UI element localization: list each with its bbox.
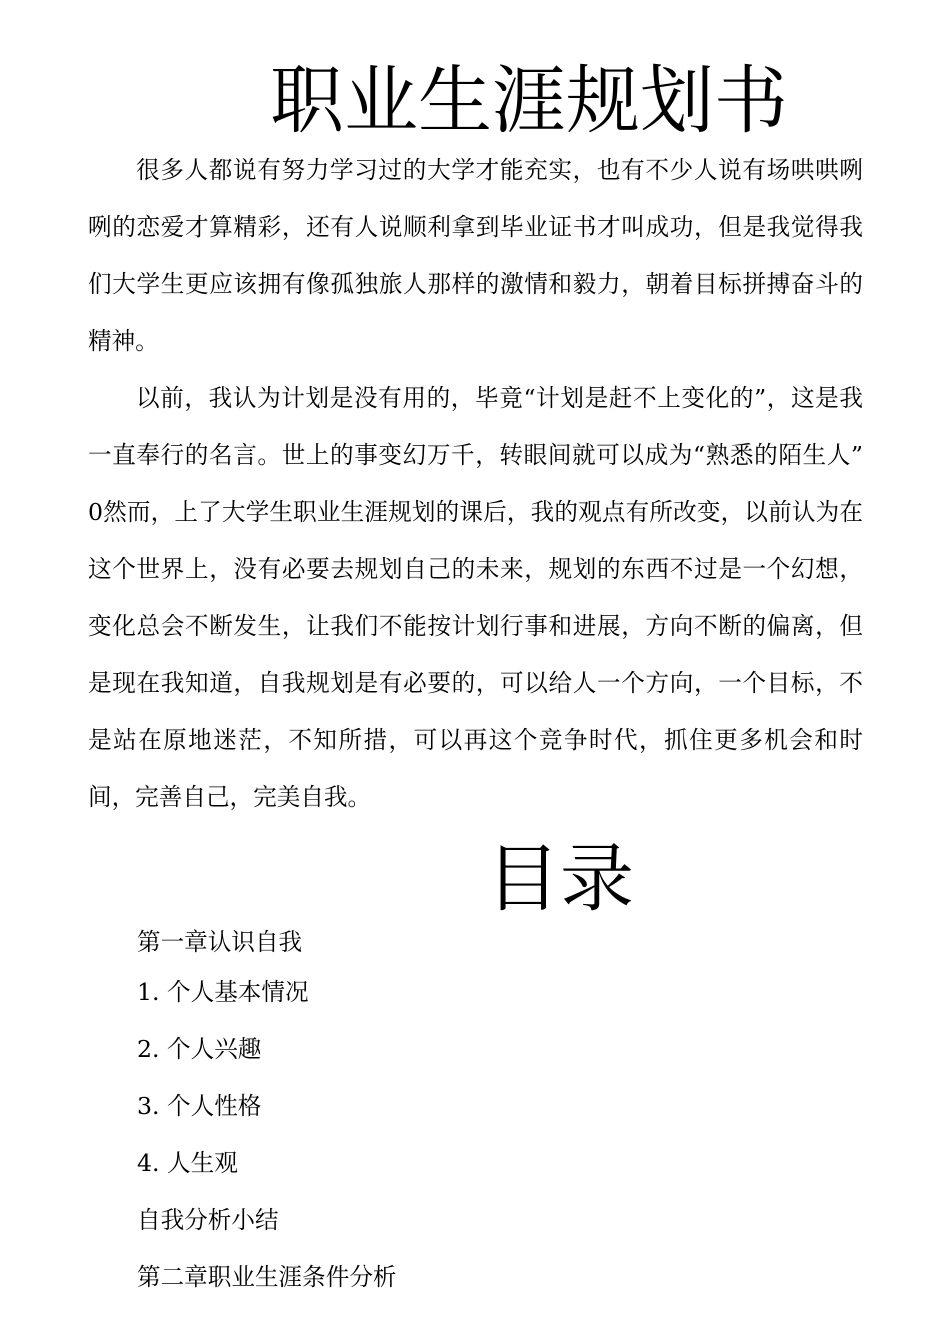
toc-item: 第二章职业生涯条件分析 [137, 1263, 397, 1291]
reflection-paragraph: 以前，我认为计划是没有用的，毕竟“计划是赶不上变化的”，这是我一直奉行的名言。世上的事变幻万千，转眼间就可以成为“熟悉的陌生人” 0然而，上了大学生职业生涯规划的课后，我的观点有所改变，以前认为在这个世界上，没有必要去规划自己的未来，规划的东西不过是一个幻想，变化总会不断发生，让我们不能按计划行事和进展，方向不断的偏离，但是现在我知道，自我规划是有必要的，可以给人一个方向，一个目标，不是站在原地迷茫，不知所措，可以再这个竞争时代，抓住更多机会和时间，完善自己，完美自我。 [88, 384, 863, 811]
toc-item: 2. 个人兴趣 [137, 1035, 262, 1063]
document-title: 职业生涯规划书 [270, 58, 788, 144]
toc-item: 3. 个人性格 [137, 1092, 262, 1120]
toc-item: 4. 人生观 [137, 1149, 238, 1177]
toc-list [137, 922, 397, 1314]
intro-paragraph: 很多人都说有努力学习过的大学才能充实，也有不少人说有场哄哄咧咧的恋爱才算精彩，还有人说顺利拿到毕业证书才叫成功，但是我觉得我们大学生更应该拥有像孤独旅人那样的激情和毅力，朝着目标拼搏奋斗的精神。 [88, 156, 863, 355]
toc-item: 第一章认识自我 [137, 928, 303, 956]
toc-title: 目录 [486, 836, 634, 922]
toc-item: 自我分析小结 [137, 1206, 279, 1234]
toc-item: 1. 个人基本情况 [137, 978, 309, 1006]
